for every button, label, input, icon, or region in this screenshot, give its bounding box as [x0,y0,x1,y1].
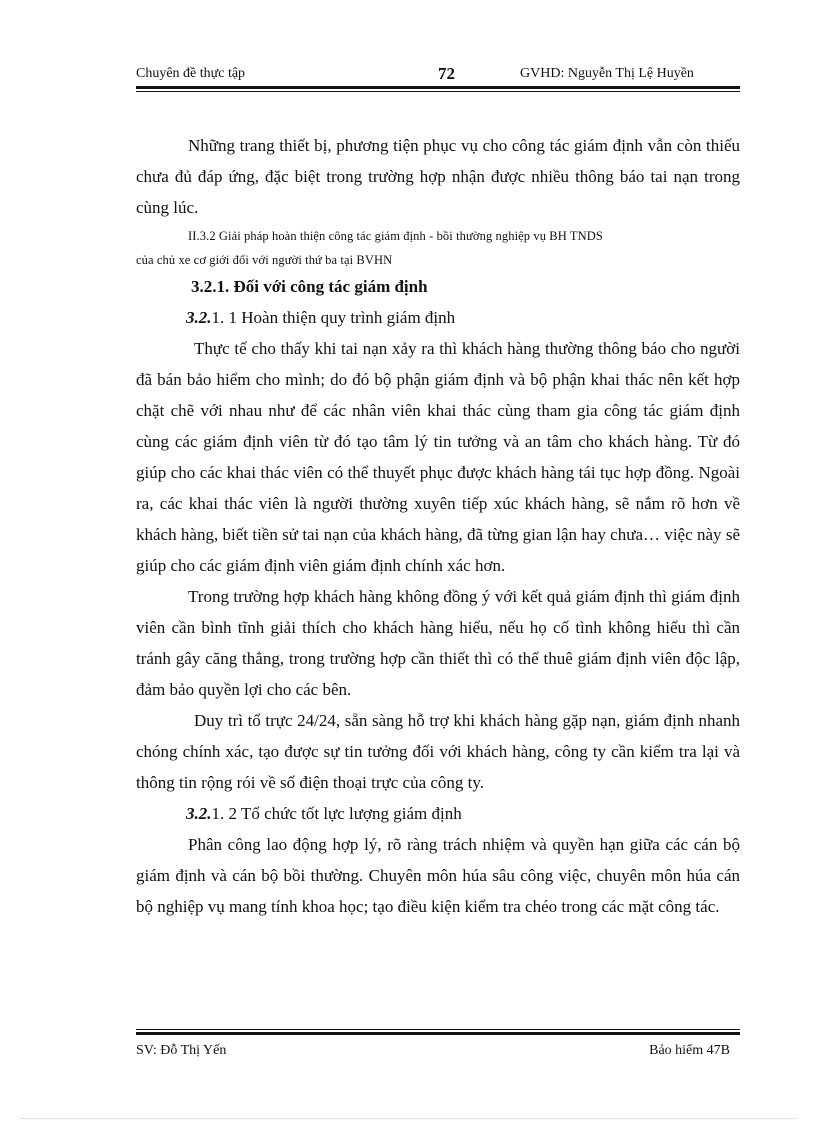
header-supervisor: GVHD: Nguyễn Thị Lệ Huyền [520,66,694,81]
paragraph-duty-team: Duy trì tổ trực 24/24, sẵn sàng hỗ trợ khi khách hàng gặp nạn, giám định nhanh chóng chính xác, tạo được sự tin tưởng đối với khách hàng, công ty cần kiểm tra lại và thông tin rộng rói về số điện thoại trực của công ty. [136,711,740,792]
page-number: 72 [438,64,455,83]
heading-title: 1. 1 Hoàn thiện quy trình giám định [211,308,456,327]
heading-number-bold: 3.2. [186,308,212,327]
heading-title: 1. 2 Tổ chức tốt lực lượng giám định [211,804,462,823]
paragraph-equipment: Những trang thiết bị, phương tiện phục vụ cho công tác giám định vẫn còn thiếu chưa đủ đáp ứng, đặc biệt trong trường hợp nhận được nhiều thông báo tai nạn trong cùng lúc. [136,136,740,217]
footer-rule-thin [136,1029,740,1030]
paragraph-organization: Phân công lao động hợp lý, rõ ràng trách nhiệm và quyền hạn giữa các cán bộ giám định và cán bộ bồi thường. Chuyên môn húa sâu công việc, chuyên môn húa cán bộ nghiệp vụ mang tính khoa học; tạo điều kiện kiểm tra chéo trong các mặt công tác. [136,835,740,916]
section-heading-line1: II.3.2 Giải pháp hoàn thiện công tác giám định - bồi thường nghiệp vụ BH TNDS [188,229,603,243]
page-body [136,130,740,922]
section-heading-line2: của chủ xe cơ giới đối với người thứ ba tại BVHN [136,253,393,267]
heading-3-2-1: 3.2.1. Đối với công tác giám định [191,277,428,296]
header-course-title: Chuyên đề thực tập [136,66,246,81]
paragraph-disagreement: Trong trường hợp khách hàng không đồng ý với kết quả giám định thì giám định viên cần bình tĩnh giải thích cho khách hàng hiểu, nếu họ cố tình không hiểu thì cần tránh gây căng thẳng, trong trường hợp cần thiết thì có thể thuê giám định viên độc lập, đảm bảo quyền lợi cho các bên. [136,587,740,699]
paragraph-reality: Thực tế cho thấy khi tai nạn xảy ra thì khách hàng thường thông báo cho người đã bán bảo hiểm cho mình; do đó bộ phận giám định và bộ phận khai thác nên kết hợp chặt chẽ với nhau như để các nhân viên khai thác cùng tham gia công tác giám định cùng các giám định viên từ đó tạo tâm lý tin tưởng và an tâm cho khách hàng. Từ đó giúp cho các khai thác viên có thể thuyết phục được khách hàng tái tục hợp đồng. Ngoài ra, các khai thác viên là người thường xuyên tiếp xúc khách hàng, sẽ nắm rõ hơn về khách hàng, biết tiền sử tai nạn của khách hàng, đã từng gian lận hay chưa… việc này sẽ giúp cho các giám định viên giám định chính xác hơn. [136,339,740,575]
footer-class: Bảo hiểm 47B [649,1043,730,1058]
header-rule-thin [136,91,740,92]
footer-student: SV: Đỗ Thị Yến [136,1043,227,1058]
footer-rule-thick [136,1032,740,1035]
header-rule-thick [136,86,740,89]
heading-number-bold: 3.2. [186,804,212,823]
heading-3-2-1-2 [136,798,740,829]
heading-3-2-1-1 [136,302,740,333]
page-header [136,64,740,86]
page-edge-dots [20,1118,796,1119]
